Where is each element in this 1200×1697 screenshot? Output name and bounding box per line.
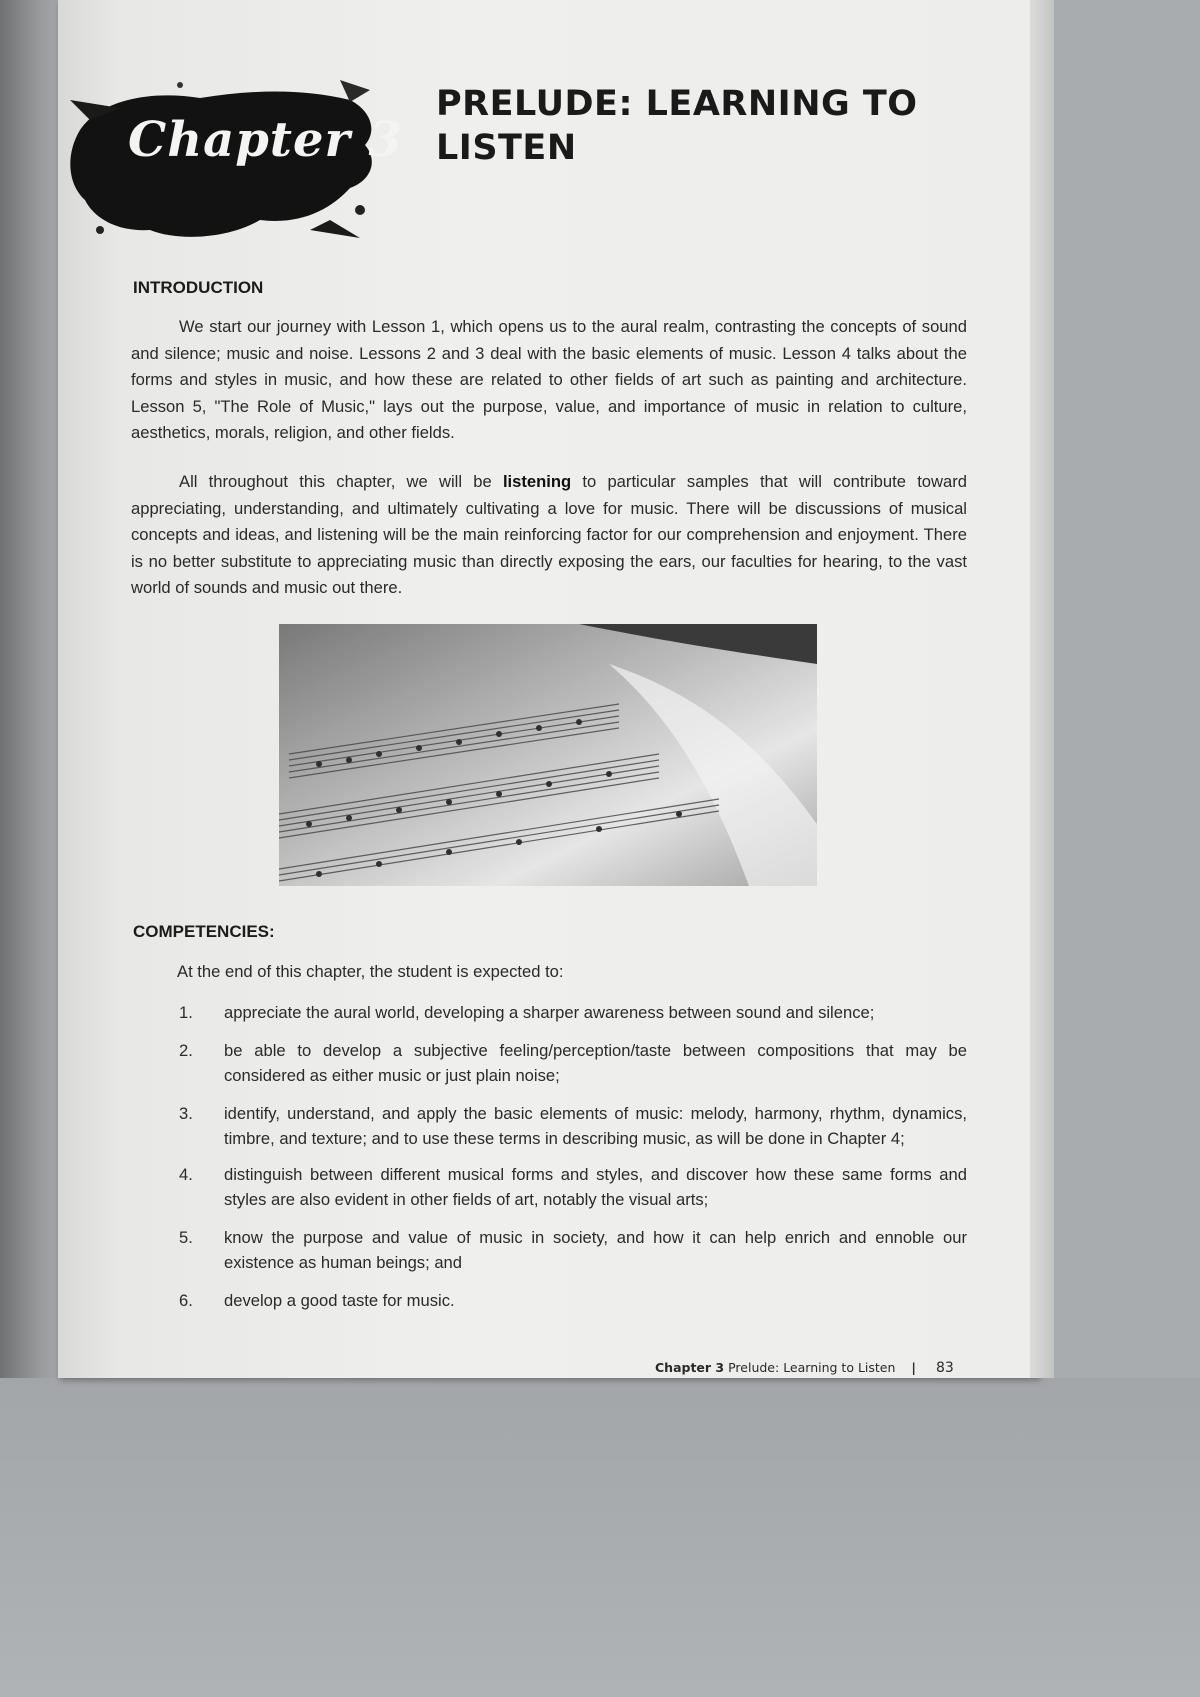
footer-chapter: Chapter 3 — [655, 1360, 725, 1375]
chapter-label: Chapter 3 — [128, 112, 403, 168]
page-number: 83 — [935, 1360, 954, 1376]
page-footer — [655, 1360, 954, 1376]
competencies-list — [177, 1000, 967, 1313]
intro-paragraph-1: We start our journey with Lesson 1, which opens us to the aural realm, contrasting the concepts of sound and silence; music and noise. Lessons 2 and 3 deal with the basic elements of music. Lesson 4 talks about the forms and styles in music, and how these are related to other fields of art such as painting and architecture. Lesson 5, "The Role of Music," lays out the purpose, value, and importance of music in relation to culture, aesthetics, morals, religion, and other fields. — [131, 317, 967, 442]
chapter-title-line2: LISTEN — [436, 128, 577, 168]
footer-separator: | — [911, 1360, 916, 1375]
competency-item: 3. identify, understand, and apply the basic elements of music: melody, harmony, rhythm, dynamics, timbre, and texture; and to use these terms in describing music, as will be done in Chapter 4; — [179, 1103, 967, 1148]
competency-item: 6. develop a good taste for music. — [179, 1290, 455, 1310]
competencies-heading: COMPETENCIES: — [133, 922, 275, 941]
competencies-lead: At the end of this chapter, the student is expected to: — [177, 962, 564, 981]
intro-paragraph-2: All throughout this chapter, we will be listening to particular samples that will contribute toward appreciating, understanding, and ultimately cultivating a love for music. There will be discussions of musical concepts and ideas, and listening will be the main reinforcing factor for our comprehension and enjoyment. There is no better substitute to appreciating music than directly exposing the ears, our faculties for hearing, to the vast world of sounds and music out there. — [131, 472, 968, 597]
chapter-title-line1: PRELUDE: LEARNING TO — [436, 84, 918, 124]
page-edge — [1030, 0, 1054, 1378]
competency-item: 1. appreciate the aural world, developing a sharper awareness between sound and silence; — [179, 1003, 875, 1022]
competency-item: 5. know the purpose and value of music in society, and how it can help enrich and ennoble our existence as human beings; and — [179, 1227, 967, 1272]
competency-item: 4. distinguish between different musical forms and styles, and discover how these same forms and styles are also evident in other fields of art, notably the visual arts; — [179, 1164, 967, 1209]
introduction-heading: INTRODUCTION — [133, 278, 264, 297]
scanner-background — [0, 1378, 1200, 1697]
competency-item: 2. be able to develop a subjective feeling/perception/taste between compositions that may be considered as either music or just plain noise; — [179, 1040, 967, 1085]
chapter-title — [436, 82, 956, 170]
emphasis-listening: listening — [502, 472, 572, 491]
footer-title: Prelude: Learning to Listen — [728, 1360, 896, 1375]
sheet-music-photo — [279, 624, 817, 886]
